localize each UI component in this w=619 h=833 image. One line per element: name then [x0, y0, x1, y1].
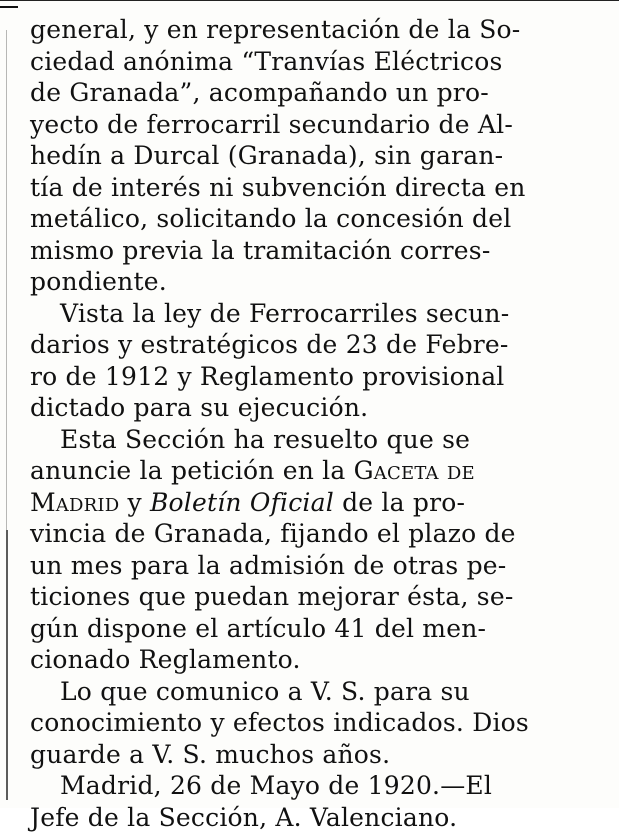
text-line: darios y estratégicos de 23 de Febre- — [30, 329, 615, 361]
text-segment: anuncie la petición en la — [30, 456, 345, 485]
top-rule — [0, 0, 619, 1]
text-line: mismo previa la tramitación corres- — [30, 235, 615, 267]
text-line: conocimiento y efectos indicados. Dios — [30, 707, 615, 739]
dateline: Madrid, 26 de Mayo de 1920.—El — [30, 770, 615, 802]
text-line: de Granada”, acompañando un pro- — [30, 77, 615, 109]
text-line: ro de 1912 y Reglamento provisional — [30, 361, 615, 393]
signature-line: Jefe de la Sección, A. Valenciano. — [30, 802, 615, 833]
left-margin-line-upper — [6, 30, 7, 530]
text-line: vincia de Granada, fijando el plazo de — [30, 518, 615, 550]
text-line: metálico, solicitando la concesión del — [30, 203, 615, 235]
paragraph-start: Esta Sección ha resuelto que se — [30, 424, 615, 456]
text-line: pondiente. — [30, 266, 615, 298]
gazette-name: Gaceta de — [354, 456, 475, 485]
text-segment: y — [127, 488, 141, 517]
text-line: dictado para su ejecución. — [30, 392, 615, 424]
text-line: cionado Reglamento. — [30, 644, 615, 676]
paragraph-start: Vista la ley de Ferrocarriles secun- — [30, 298, 615, 330]
text-line: gún dispone el artículo 41 del men- — [30, 613, 615, 645]
bulletin-name: Boletín Oficial — [150, 488, 334, 517]
text-line: un mes para la admisión de otras pe- — [30, 550, 615, 582]
text-line: yecto de ferrocarril secundario de Al- — [30, 109, 615, 141]
text-line — [30, 487, 615, 519]
text-line: hedín a Durcal (Granada), sin garan- — [30, 140, 615, 172]
text-line: ciedad anónima “Tranvías Eléctricos — [30, 46, 615, 78]
text-line: guarde a V. S. muchos años. — [30, 739, 615, 771]
text-line: tía de interés ni subvención directa en — [30, 172, 615, 204]
left-margin-line — [6, 530, 8, 800]
article-body — [30, 14, 615, 833]
corner-mark — [0, 0, 18, 8]
gazette-name-city: Madrid — [30, 488, 119, 517]
text-line: general, y en representación de la So- — [30, 14, 615, 46]
paragraph-start: Lo que comunico a V. S. para su — [30, 676, 615, 708]
text-line: ticiones que puedan mejorar ésta, se- — [30, 581, 615, 613]
text-segment: de la pro- — [342, 488, 465, 517]
text-line — [30, 455, 615, 487]
